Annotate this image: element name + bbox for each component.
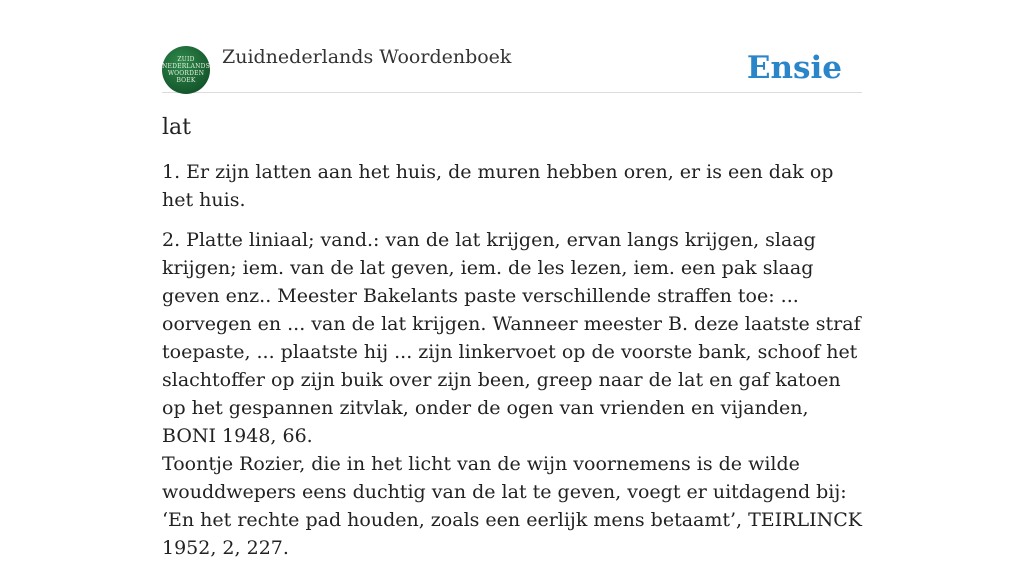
dictionary-title-link[interactable]: Zuidnederlands Woordenboek [222, 46, 512, 68]
dictionary-logo[interactable] [162, 46, 210, 94]
definition-1-text: 1. Er zijn latten aan het huis, de muren hebben oren, er is een dak op het huis. [162, 161, 834, 211]
site-header [162, 40, 862, 93]
ensie-brand-link[interactable]: Ensie [746, 50, 842, 86]
logo-line: BOEK [176, 77, 196, 84]
headword: lat [162, 115, 191, 140]
page-content [162, 40, 862, 562]
definition-2-text: 2. Platte liniaal; vand.: van de lat krijgen, ervan langs krijgen, slaag krijgen; iem. van de lat geven, iem. de les lezen, iem. een pak slaag geven enz.. Meester Bakelants paste verschillende straffen toe: ... oorvegen en ... van de lat krijgen. Wanneer meester B. deze laatste straf toepaste, ... plaatste hij ... zijn linkervoet op de voorste bank, schoof het slachtoffer op zijn buik over zijn been, greep naar de lat en gaf katoen op het gespannen zitvlak, onder de ogen van vrienden en vijanden, BONI 1948, 66. [162, 229, 861, 447]
logo-line: WOORDEN [167, 70, 205, 77]
definition-1 [162, 158, 862, 214]
definition-2-quote: Toontje Rozier, die in het licht van de wijn voornemens is de wilde wouddwepers eens duchtig van de lat te geven, voegt er uitdagend bij: ‘En het rechte pad houden, zoals een eerlijk mens betaamt’, TEIRLINCK 1952, 2, 227. [162, 453, 862, 559]
logo-line: NEDERLANDS [162, 63, 210, 70]
logo-line: ZUID [177, 56, 195, 63]
